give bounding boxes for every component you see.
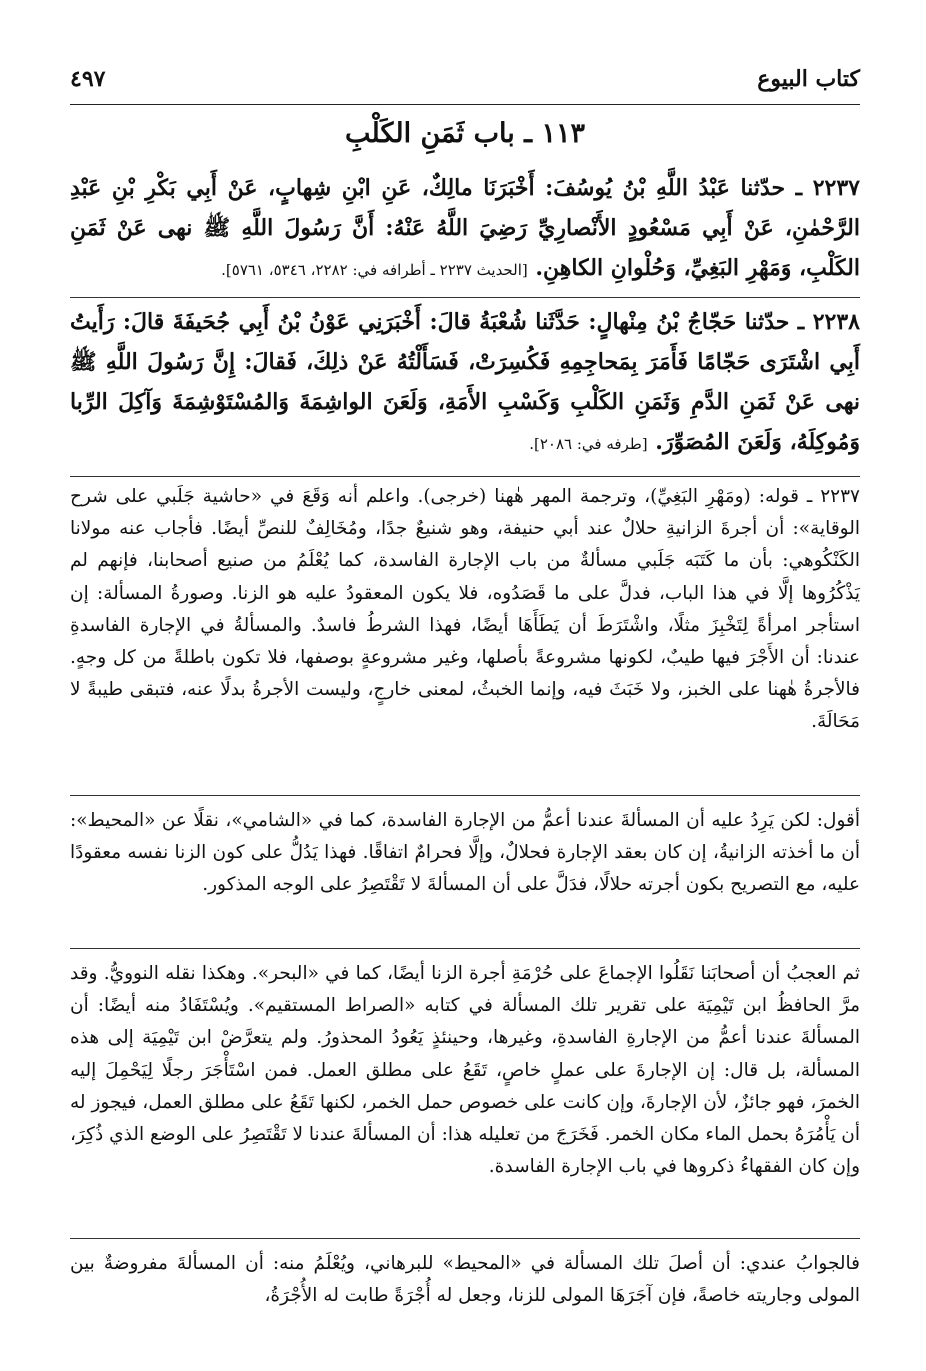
running-header (70, 62, 860, 98)
commentary-paragraph: ٢٢٣٧ ـ قوله: (ومَهْرِ البَغِيِّ)، وترجمة المهر هٰهنا (خرجى). واعلم أنه وَقَعَ في «حاشية جَلَبي على شرح الوقاية»: أن أجرةَ الزانيةِ حلالٌ عند أبي حنيفة، وهو شنيعٌ جدًا، ومُخَالِفٌ للنصِّ أيضًا. فأجاب عنه مولانا الكَنْكُوهي: بأن ما كَتَبَه جَلَبي مسألةٌ من باب الإجارة الفاسدة، كما يُعْلَمُ من صنيع أصحابنا، فإنهم لم يَذْكُرُوها إلَّا في هذا الباب، فدلَّ على ما قَصَدُوه، فلا يكون المعقودُ عليه هو الزنا. وصورةُ المسألة: إن استأجر امرأةً لِتَخْبِزَ مثلًا، واشْتَرَطَ أن يَطَأَهَا أيضًا، فهذا الشرطُ فاسدٌ. والمسألةُ في الإجارة الفاسدةِ عندنا: أن الأَجْرَ فيها طيبٌ، لكونها مشروعةً بأصلها، وغير مشروعةٍ بوصفها، فلا تكون باطلةً من كل وجهٍ. فالأجرةُ هٰهنا على الخبز، ولا خَبَثَ فيه، وإنما الخبثُ، لمعنى خارجٍ، وليست الأجرةُ بدلًا عنه، فتبقى طيبةً لا مَحَالَةَ. (70, 486, 860, 733)
header-rule (70, 104, 860, 105)
section-divider (70, 1238, 860, 1239)
commentary-paragraph: ثم العجبُ أن أصحابَنا نَقَلُوا الإجماعَ على حُرْمَةِ أجرة الزنا أيضًا، كما في «البحر». وهكذا نقله النوويُّ. وقد مرَّ الحافظُ ابن تَيْمِيَة على تقرير تلك المسألة في كتابه «الصراط المستقيم». ويُسْتَفَادُ منه أيضًا: أن المسألةَ عندنا أعمُّ من الإجارةِ الفاسدةِ، وغيرها، وحينئذٍ يَعُودُ المحذورُ. ولم يتعرَّضْ ابن تَيْمِيَة إلى هذه المسألة، بل قال: إن الإجارةَ على عملٍ خاصٍ، تَقَعُ على مطلق العمل. فمن اسْتَأْجَرَ رجلًا لِيَحْمِلَ إليه الخمرَ، فهو جائزٌ، لأن الإجارةَ، وإن كانت على خصوص حمل الخمر، لكنها تَقَعُ على مطلق العمل، فيجوز له أن يَأْمُرَهُ بحمل الماء مكان الخمر. فَخَرَجَ من تعليله هذا: أن المسألةَ عندنا لا تَقْتَصِرُ على الوضع الذي ذُكِرَ، وإن كان الفقهاءُ ذكروها في باب الإجارة الفاسدة. (70, 963, 860, 1178)
commentary-paragraph: فالجوابُ عندي: أن أصلَ تلك المسألة في «المحيط» للبرهاني، ويُعْلَمُ منه: أن المسألةَ مفروضةٌ بين المولى وجاريته خاصةً، فإن آجَرَهَا المولى للزنا، وجعل له أُجْرَةً طابت له الأُجْرَةُ، (70, 1253, 860, 1307)
hadith-text: ٢٢٣٧ ـ حدّثنا عَبْدُ اللَّهِ بْنُ يُوسُفَ: أَخْبَرَنَا مالِكٌ، عَنِ ابْنِ شِهابٍ، عَنْ أَبِي بَكْرِ بْنِ عَبْدِ الرَّحْمٰنِ، عَنْ أَبِي مَسْعُودٍ الأَنْصارِيِّ رَضِيَ اللَّهُ عَنْهُ: أَنَّ رَسُولَ اللَّهِ ﷺ نهى عَنْ ثَمَنِ الكَلْبِ، وَمَهْرِ البَغِيِّ، وَحُلْوانِ الكاهِنِ. (70, 175, 860, 281)
hadith-2238 (70, 302, 860, 464)
hadith-2237 (70, 168, 860, 290)
section-divider (70, 476, 860, 477)
commentary-paragraph: أقول: لكن يَرِدُ عليه أن المسألةَ عندنا أعمُّ من الإجارة الفاسدة، كما في «الشامي»، نقلًا عن «المحيط»: أن ما أخذته الزانيةُ، إن كان بعقد الإجارة فحلالٌ، وإلَّا فحرامٌ اتفاقًا. فهذا يَدُلُّ على كون الزنا نفسه معقودًا عليه، مع التصريح بكون أجرته حلالًا، فدَلَّ على أن المسألةَ لا تَقْتَصِرُ على الوجه المذكور. (70, 810, 860, 896)
hadith-reference: [طرفه في: ٢٠٨٦]. (529, 435, 648, 453)
book-page (70, 0, 860, 1371)
section-divider (70, 297, 860, 298)
hadith-text: ٢٢٣٨ ـ حدّثنا حَجّاجُ بْنُ مِنْهالٍ: حَدَّثَنا شُعْبَةُ قالَ: أَخْبَرَنِي عَوْنُ بْنُ أَبِي جُحَيفَةَ قالَ: رَأَيتُ أَبِي اشْتَرَى حَجّامًا فَأَمَرَ بِمَحاجِمِهِ فَكُسِرَتْ، فَسَأَلْتُهُ عَنْ ذلِكَ، فَقالَ: إِنَّ رَسُولَ اللَّهِ ﷺ نهى عَنْ ثَمَنِ الدَّمِ وَثَمَنِ الكَلْبِ وَكَسْبِ الأَمَةِ، وَلَعَنَ الواشِمَةَ وَالمُسْتَوْشِمَةَ وَآكِلَ الرِّبا وَمُوكِلَهُ، وَلَعَنَ المُصَوِّرَ. (70, 309, 860, 455)
hadith-reference: [الحديث ٢٢٣٧ ـ أطرافه في: ٢٢٨٢، ٥٣٤٦، ٥٧٦١]. (221, 261, 528, 279)
section-divider (70, 795, 860, 796)
page-number: ٤٩٧ (70, 66, 106, 92)
running-title: كتاب البيوع (757, 66, 860, 92)
chapter-title: ١١٣ ـ باب ثَمَنِ الكَلْبِ (345, 118, 585, 149)
section-divider (70, 948, 860, 949)
